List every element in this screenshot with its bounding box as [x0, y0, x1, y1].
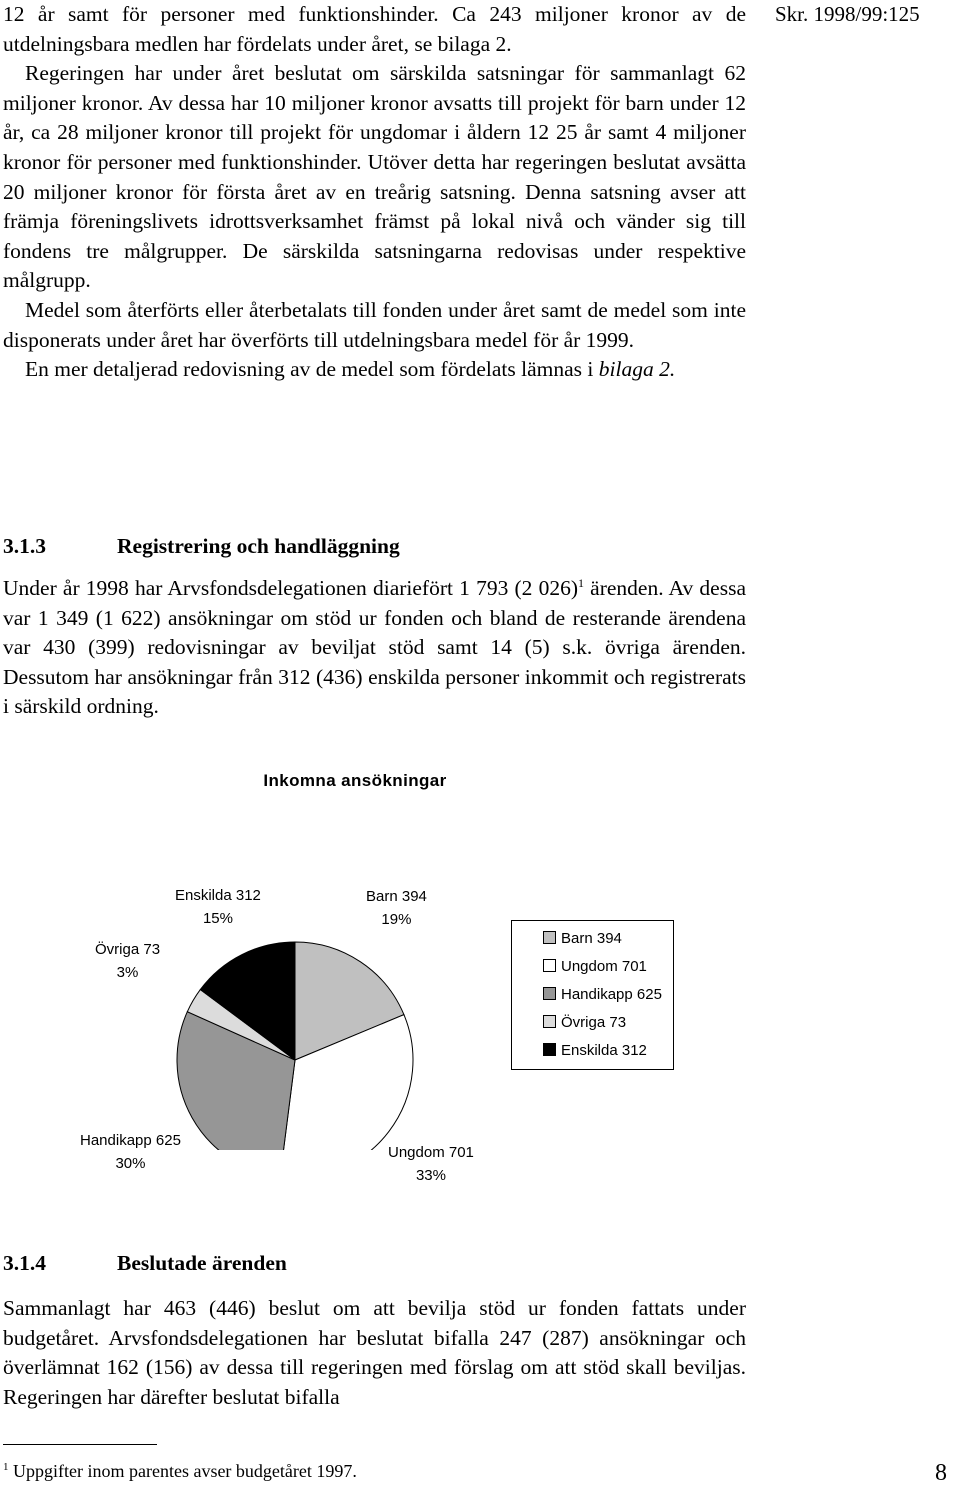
pie-chart: [0, 820, 510, 1150]
legend-swatch: [543, 931, 556, 944]
section-313-body: [3, 574, 746, 722]
slice-label-name: Enskilda 312: [175, 887, 261, 904]
legend-item: [543, 1041, 647, 1061]
section-heading: [3, 1250, 287, 1276]
footnote-text: Uppgifter inom parentes avser budgetåret 1997.: [8, 1461, 357, 1481]
slice-label-percent: 33%: [415, 1167, 446, 1184]
document-reference: Skr. 1998/99:125: [775, 2, 920, 26]
slice-label-percent: 3%: [116, 964, 139, 981]
slice-label-name: Handikapp 625: [80, 1132, 181, 1149]
paragraph-text: En mer detaljerad redovisning av de medel som fördelats lämnas i: [25, 357, 599, 382]
legend-label: Ungdom 701: [561, 958, 647, 975]
slice-label: [95, 938, 160, 984]
top-section: [3, 0, 746, 385]
slice-label: [80, 1129, 181, 1175]
section-heading: [3, 533, 400, 559]
section-title: Beslutade ärenden: [117, 1251, 287, 1275]
slice-label-name: Barn 394: [366, 888, 427, 905]
legend-swatch: [543, 987, 556, 1000]
paragraph: Sammanlagt har 463 (446) beslut om att bevilja stöd ur fonden fattats under budgetåret. Arvsfondsdelegationen har beslutat bifalla 247 (287) ansökningar och överlämnat 162 (156) av dessa till regeringen med förslag om att stöd skall beviljas. Regeringen har därefter beslutat bifalla: [3, 1296, 746, 1409]
paragraph: Regeringen har under året beslutat om särskilda satsningar för sammanlagt 62 miljoner kronor. Av dessa har 10 miljoner kronor avsatts till projekt för barn under 12 år, ca 28 miljoner kronor till projekt för ungdomar i åldern 12 25 år samt 4 miljoner kronor för personer med funktionshinder. Utöver detta har regeringen beslutat avsätta 20 miljoner kronor för första året av en treårig satsning. Denna satsning avser att främja föreningslivets idrottsverksamhet främst på lokal nivå och vänder sig till fondens tre målgrupper. De särskilda satsningarna redovisas under respektive målgrupp.: [3, 61, 746, 293]
slice-label-percent: 15%: [202, 910, 233, 927]
section-number: 3.1.3: [3, 534, 46, 558]
legend-label: Övriga 73: [561, 1014, 627, 1031]
footnote-mark: 1: [3, 1461, 9, 1473]
legend-label: Handikapp 625: [561, 986, 662, 1003]
legend-item: [543, 1013, 626, 1033]
bilaga-reference: bilaga 2.: [598, 357, 676, 382]
footnote-ref: 1: [577, 575, 584, 590]
footnote: [3, 1460, 357, 1482]
slice-label: [366, 885, 427, 931]
legend-label: Barn 394: [561, 930, 622, 947]
legend-swatch: [543, 1043, 556, 1056]
section-title: Registrering och handläggning: [117, 534, 400, 558]
page-number: 8: [935, 1460, 947, 1486]
paragraph: [3, 574, 746, 722]
paragraph: 12 år samt för personer med funktionshinder. Ca 243 miljoner kronor av de utdelningsbara medlen har fördelats under året, se bilaga 2.: [3, 2, 746, 56]
legend-swatch: [543, 959, 556, 972]
legend-item: [543, 957, 647, 977]
legend-swatch: [543, 1015, 556, 1028]
chart-legend: [511, 920, 674, 1070]
chart-title: Inkomna ansökningar: [263, 771, 447, 790]
legend-label: Enskilda 312: [561, 1042, 647, 1059]
slice-label: [388, 1141, 474, 1187]
slice-label-percent: 19%: [381, 911, 412, 928]
section-number: 3.1.4: [3, 1251, 46, 1275]
slice-label: [175, 884, 261, 930]
paragraph-text: ärenden. Av dessa var 1 349 (1 622) ansökningar om stöd ur fonden och bland de resterande ärendena var 430 (399) redovisningar av beviljat stöd samt 14 (5) s.k. övriga ärenden. Dessutom har ansökningar från 312 (436) enskilda personer inkommit och registrerats i särskild ordning.: [3, 576, 746, 719]
slice-label-name: Ungdom 701: [388, 1144, 474, 1161]
legend-item: [543, 929, 622, 949]
footnote-divider: [3, 1444, 157, 1445]
paragraph: Medel som återförts eller återbetalats till fonden under året samt de medel som inte disponerats under året har överförts till utdelningsbara medel för år 1999.: [3, 297, 746, 352]
slice-label-percent: 30%: [115, 1155, 146, 1172]
legend-item: [543, 985, 662, 1005]
slice-label-name: Övriga 73: [95, 941, 161, 958]
paragraph: [3, 355, 746, 385]
paragraph-text: Under år 1998 har Arvsfondsdelegationen diariefört 1 793 (2 026): [3, 576, 578, 600]
section-314-body: [3, 1294, 746, 1412]
